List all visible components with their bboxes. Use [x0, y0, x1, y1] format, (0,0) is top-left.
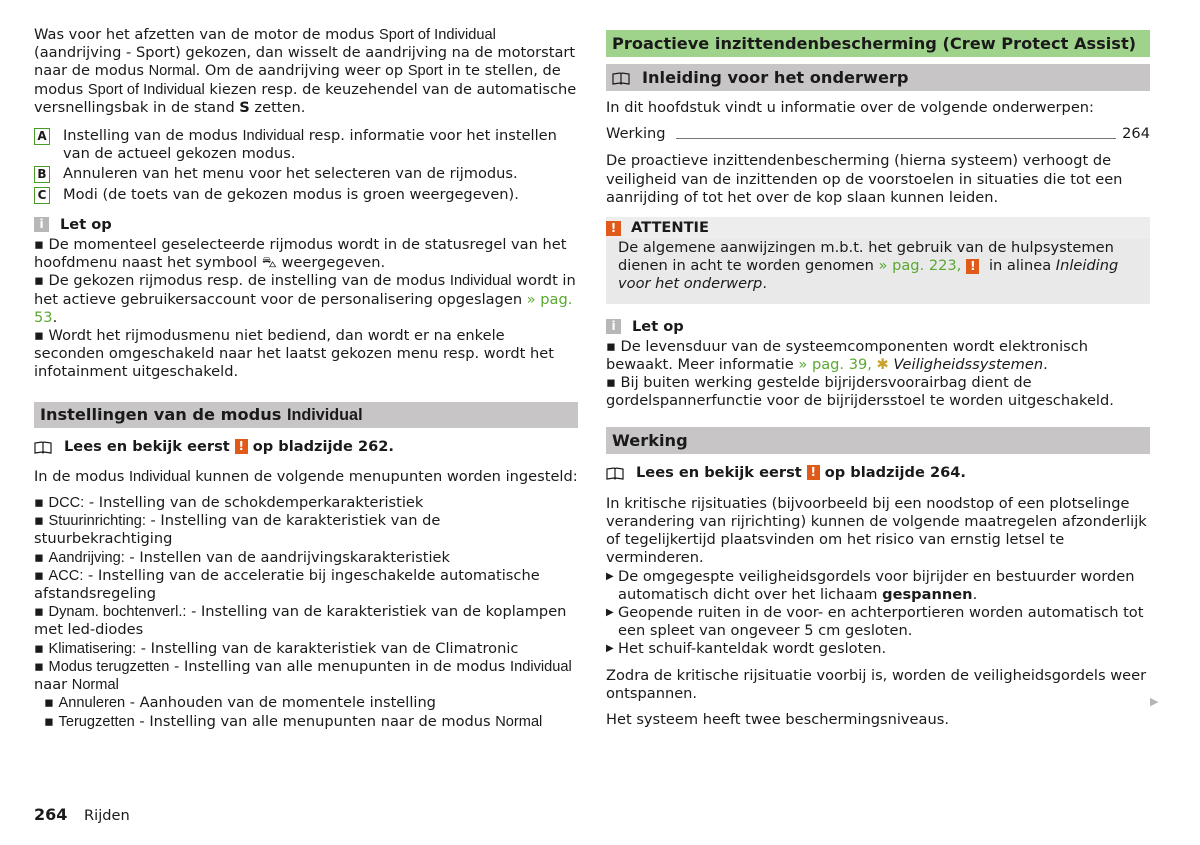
- sub-list-item: ▪ Terugzetten - Instelling van alle menupunten naar de modus Normal: [44, 712, 543, 730]
- toc-entry[interactable]: Werking 264: [606, 125, 1150, 143]
- list-item: ▪ Modus terugzetten - Instelling van alle menupunten in de modus Individual naar Normal: [34, 657, 572, 694]
- legend-item: A Instelling van de modus Individual resp. informatie voor het instellen van de actueel gekozen modus.: [34, 127, 578, 163]
- list-item: ▶ De omgegespte veiligheidsgordels voor bijrijder en bestuurder worden automatisch dicht over het lichaam gespannen.: [606, 567, 1135, 603]
- description: De proactieve inzittendenbescherming (hierna systeem) verhoogt de veiligheid van de inzittenden op de voorstoelen in situaties die tot een aanrijding of tot het over de kop slaan kunnen leiden.: [606, 152, 1123, 206]
- chapter-heading: Proactieve inzittendenbescherming (Crew Protect Assist): [606, 30, 1150, 57]
- car-icon: ⛍: [261, 254, 277, 272]
- page-link[interactable]: » pag. 39,: [798, 356, 872, 374]
- page-link[interactable]: » pag. 223,: [878, 257, 962, 275]
- legend-item: C Modi (de toets van de gekozen modus is groen weergegeven).: [34, 186, 578, 204]
- werking-intro: In kritische rijsituaties (bijvoorbeeld bij een noodstop of een plotselinge verandering van rijrichting) kunnen de volgende maatregelen afzonderlijk of tegelijkertijd plaatsvinden om het risico van ernstig letsel te verminderen.: [606, 494, 1147, 567]
- info-icon: i: [34, 217, 49, 232]
- footer-section: Rijden: [84, 807, 130, 824]
- list-item: ▪ Klimatisering: - Instelling van de karakteristiek van de Climatronic: [34, 639, 519, 657]
- right-column: [606, 30, 1150, 729]
- triangle-bullet-icon: ▶: [606, 607, 614, 619]
- note-heading: i Let op: [606, 318, 1150, 336]
- page-footer: [34, 805, 130, 824]
- list-item: ▶ Geopende ruiten in de voor- en achterportieren worden automatisch tot een spleet van ongeveer 5 cm gesloten.: [606, 604, 1144, 640]
- list-item: ▪ ACC: - Instelling van de acceleratie bij ingeschakelde automatische afstandsregeling: [34, 566, 540, 603]
- book-icon: [612, 72, 630, 84]
- list-item: ▪ DCC: - Instelling van de schokdemperkarakteristiek: [34, 494, 424, 512]
- toc-intro: In dit hoofdstuk vindt u informatie over de volgende onderwerpen:: [606, 99, 1094, 116]
- toc-leader: [676, 138, 1117, 139]
- list-item: ▪ Stuurinrichting: - Instelling van de karakteristiek van de stuurbekrachtiging: [34, 512, 441, 548]
- page-number: 264: [34, 805, 68, 824]
- list-item: ▪ Aandrijving: - Instellen van de aandrijvingskarakteristiek: [34, 548, 450, 566]
- page-link[interactable]: » pag. 53: [34, 290, 573, 326]
- triangle-bullet-icon: ▶: [606, 643, 614, 655]
- note-paragraph: ▪ De levensduur van de systeemcomponenten wordt elektronisch bewaakt. Meer informatie » pag. 39, ✱ Veiligheidssystemen.: [606, 337, 1089, 374]
- legend-item: B Annuleren van het menu voor het selecteren van de rijmodus.: [34, 165, 578, 183]
- note-paragraph: ▪ De momenteel geselecteerde rijmodus wordt in de statusregel van het hoofdmenu naast het symbool ⛍ weergegeven.: [34, 236, 567, 272]
- subheading: Inleiding voor het onderwerp: [606, 64, 1150, 91]
- triangle-bullet-icon: ▶: [606, 570, 614, 582]
- book-icon: [606, 467, 624, 479]
- attention-text: De algemene aanwijzingen m.b.t. het gebruik van de hulpsystemen dienen in acht te worden genomen » pag. 223, ! in alinea Inleiding voor het onderwerp.: [618, 239, 1119, 293]
- intro-paragraph: Was voor het afzetten van de motor de modus Sport of Individual (aandrijving - Sport) gekozen, dan wisselt de aandrijving na de motorstart naar de modus Normal. Om de aandrijving weer op Sport in te stellen, de modus Sport of Individual kiezen resp. de keuzehendel van de automatische versnellingsbak in de stand S zetten.: [34, 26, 577, 116]
- read-first-line: Lees en bekijk eerst ! op bladzijde 264.: [606, 464, 1150, 482]
- section-heading: Instellingen van de modus Individual: [34, 402, 578, 428]
- warning-icon: !: [966, 259, 979, 274]
- note-heading: i Let op: [34, 216, 578, 234]
- continue-arrow-icon: ▶: [1150, 695, 1159, 708]
- legend: [34, 127, 578, 204]
- warning-icon: !: [807, 465, 820, 480]
- measures-list: [606, 568, 1150, 659]
- info-icon: i: [606, 319, 621, 334]
- book-icon: [34, 441, 52, 453]
- modus-intro: In de modus Individual kunnen de volgende menupunten worden ingesteld:: [34, 467, 578, 485]
- warning-icon: !: [235, 439, 248, 454]
- note-paragraph: ▪ Bij buiten werking gestelde bijrijdersvoorairbag dient de gordelspannerfunctie voor de bijrijdersstoel te worden uitgeschakeld.: [606, 374, 1114, 410]
- after-paragraph: Zodra de kritische rijsituatie voorbij is, worden de veiligheidsgordels weer ontspannen.: [606, 666, 1147, 702]
- menu-items-list: [34, 494, 578, 731]
- attention-box: [606, 217, 1150, 304]
- left-column: [34, 26, 578, 731]
- section-heading: Werking: [606, 427, 1150, 454]
- warning-icon: !: [606, 221, 621, 236]
- legend-key: C: [34, 187, 50, 204]
- read-first-line: Lees en bekijk eerst ! op bladzijde 262.: [34, 438, 578, 456]
- airbag-icon: ✱: [876, 356, 889, 374]
- legend-key: A: [34, 128, 50, 145]
- legend-key: B: [34, 166, 50, 183]
- levels-paragraph: Het systeem heeft twee beschermingsniveaus.: [606, 711, 949, 729]
- sub-list-item: ▪ Annuleren - Aanhouden van de momentele instelling: [44, 694, 436, 712]
- list-item: ▶ Het schuif-kanteldak wordt gesloten.: [606, 640, 887, 658]
- note-paragraph: ▪ Wordt het rijmodusmenu niet bediend, dan wordt er na enkele seconden omgeschakeld naar het laatst gekozen menu resp. wordt het infotainment uitgeschakeld.: [34, 327, 554, 381]
- attention-heading: ! ATTENTIE: [606, 217, 1150, 239]
- note-paragraph: ▪ De gekozen rijmodus resp. de instelling van de modus Individual wordt in het actieve gebruikersaccount voor de personalisering opgeslagen » pag. 53.: [34, 272, 576, 326]
- list-item: ▪ Dynam. bochtenverl.: - Instelling van de karakteristiek van de koplampen met led-diodes: [34, 603, 567, 639]
